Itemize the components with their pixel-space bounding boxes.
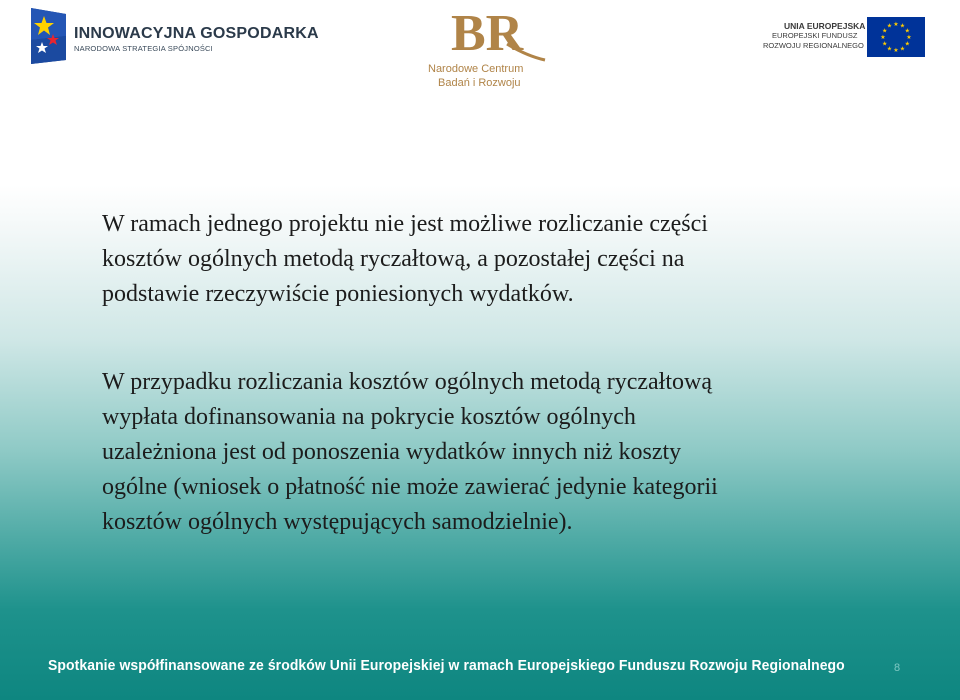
page-number: 8 <box>894 662 901 674</box>
eu-logo-text <box>758 21 865 51</box>
svg-text:★: ★ <box>904 40 910 48</box>
ncbr-name-line2: Badań i Rozwoju <box>438 77 521 89</box>
svg-text:★: ★ <box>899 45 906 53</box>
eu-logo-line1: UNIA EUROPEJSKA <box>784 21 866 31</box>
eu-logo-line3: ROZWOJU REGIONALNEGO <box>763 41 864 50</box>
innowacyjna-gospodarka-logo <box>28 6 319 66</box>
innowacyjna-gospodarka-title: INNOWACYJNA GOSPODARKA <box>74 25 319 42</box>
innowacyjna-gospodarka-subtitle: NARODOWA STRATEGIA SPÓJNOŚCI <box>74 44 213 53</box>
svg-text:★: ★ <box>886 45 893 53</box>
eu-logo <box>758 17 928 59</box>
eu-flag-icon <box>867 17 925 57</box>
header <box>0 0 960 100</box>
innowacyjna-gospodarka-flag-icon <box>28 6 70 66</box>
svg-text:★: ★ <box>899 22 906 30</box>
svg-text:BR: BR <box>451 5 524 62</box>
paragraph-1-text: W ramach jednego projektu nie jest możliwe rozliczanie części kosztów ogólnych metodą ryczałtową, a pozostałej części na podstawie rzeczywiście poniesionych wydatków. <box>102 211 708 307</box>
svg-text:★: ★ <box>904 27 910 35</box>
paragraph-1 <box>102 207 902 312</box>
paragraph-2 <box>102 365 902 540</box>
svg-text:★: ★ <box>893 21 899 28</box>
ncbr-logo <box>425 4 565 94</box>
eu-logo-line2: EUROPEJSKI FUNDUSZ <box>772 31 858 40</box>
svg-text:★: ★ <box>893 47 899 54</box>
svg-text:★: ★ <box>880 34 886 41</box>
ncbr-name-line1: Narodowe Centrum <box>428 63 524 75</box>
ncbr-br-mark-icon <box>447 4 547 62</box>
footer-cofinancing-text: Spotkanie współfinansowane ze środków Unii Europejskiej w ramach Europejskiego Funduszu Rozwoju Regionalnego <box>48 657 845 674</box>
svg-text:★: ★ <box>886 22 893 30</box>
paragraph-2-text: W przypadku rozliczania kosztów ogólnych metodą ryczałtową wypłata dofinansowania na pokrycie kosztów ogólnych uzależniona jest od ponoszenia wydatków innych niż koszty ogólne (wniosek o płatność nie może zawierać jedynie kategorii kosztów ogólnych występujących samodzielnie). <box>102 369 718 535</box>
svg-text:★: ★ <box>882 40 888 48</box>
svg-text:★: ★ <box>906 34 912 41</box>
svg-text:★: ★ <box>882 27 888 35</box>
